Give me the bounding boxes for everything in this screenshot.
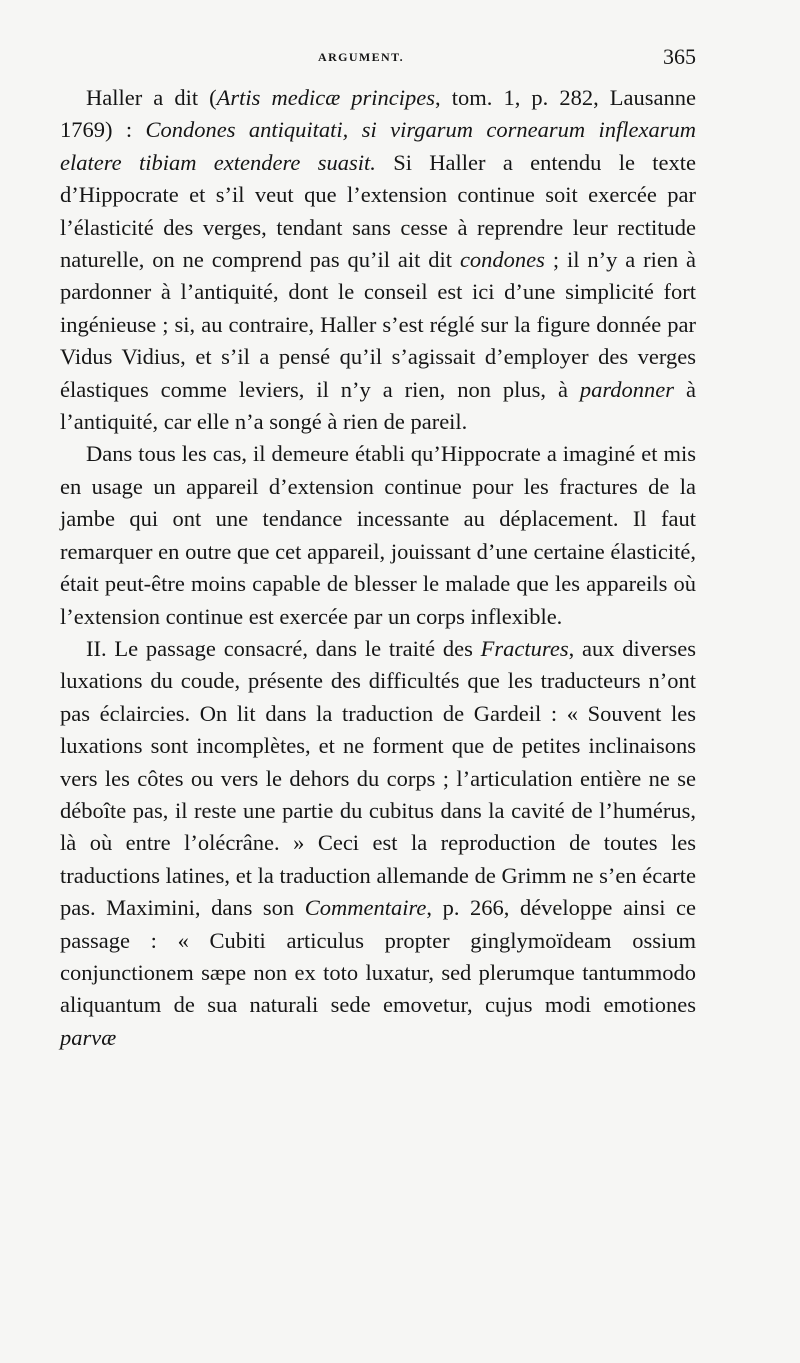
text-run: , tom. 1, p. 282, Lausanne 1769) : bbox=[60, 85, 696, 143]
text-run: à l’antiquité, car elle n’a songé à rien de pareil. bbox=[60, 376, 696, 435]
text-run-italic: Artis medicæ principes bbox=[216, 85, 436, 110]
text-run-italic: Condones antiquitati, si virgarum cornearum inflexarum elatere tibiam extendere suasit. bbox=[60, 117, 696, 175]
text-run: , p. 266, développe ainsi ce passage : « Cubiti articulus propter ginglymoïdeam ossium conjunctionem sæpe non ex toto luxatur, sed plerumque tantummodo aliquantum de sua naturali sede emovetur, cujus modi emotiones bbox=[60, 895, 696, 1018]
text-run: , aux diverses luxations du coude, présente des difficultés que les traducteurs n’ont pas éclaircies. On lit dans la traduction de Gardeil : « Souvent les luxations sont incomplètes, et ne forment que de petites inclinaisons vers les côtes ou vers le dehors du corps ; l’articulation entière ne se déboîte pas, il reste une partie du cubitus dans la cavité de l’humérus, là où entre l’olécrâne. » Ceci est la reproduction de toutes les traductions latines, et la traduction allemande de Grimm ne s’en écarte pas. Maximini, dans son bbox=[60, 635, 697, 921]
paragraph-haller bbox=[60, 82, 696, 438]
text-run-italic: parvæ bbox=[60, 1024, 117, 1050]
text-run-italic: Fractures bbox=[480, 635, 569, 661]
running-head-title: ARGUMENT. bbox=[318, 50, 405, 64]
text-run-italic: condones bbox=[459, 247, 545, 273]
page-number: 365 bbox=[663, 44, 696, 69]
running-head bbox=[60, 38, 696, 82]
paragraph-luxations bbox=[60, 633, 696, 1054]
text-run: Si Haller a entendu le texte d’Hippocrate et s’il veut que l’extension continue soit exercée par l’élasticité des verges, tendant sans cesse à reprendre leur rectitude naturelle, on ne comprend pas qu’il ait dit bbox=[60, 149, 696, 273]
text-run: Dans tous les cas, il demeure établi qu’Hippocrate a imaginé et mis en usage un appareil d’extension continue pour les fractures de la jambe qui ont une tendance incessante au déplacement. Il faut remarquer en outre que cet appareil, jouissant d’une certaine élasticité, était peut-être moins capable de blesser le malade que les appareils où l’extension continue est exercée par un corps inflexible. bbox=[60, 441, 696, 629]
text-run: ; il n’y a rien à pardonner à l’antiquité, dont le conseil est ici d’une simplicité fort ingénieuse ; si, au contraire, Haller s’est réglé sur la figure donnée par Vidus Vidius, et s’il a pensé qu’il s’agissait d’employer des verges élastiques comme leviers, il n’y a rien, non plus, à bbox=[60, 247, 696, 402]
paragraph-appareil bbox=[60, 438, 696, 632]
text-run: Haller a dit ( bbox=[86, 85, 217, 110]
text-run-italic: pardonner bbox=[579, 376, 675, 402]
text-run-italic: Commentaire bbox=[304, 895, 427, 921]
book-page bbox=[60, 38, 696, 1054]
text-run: II. Le passage consacré, dans le traité des bbox=[86, 635, 481, 661]
